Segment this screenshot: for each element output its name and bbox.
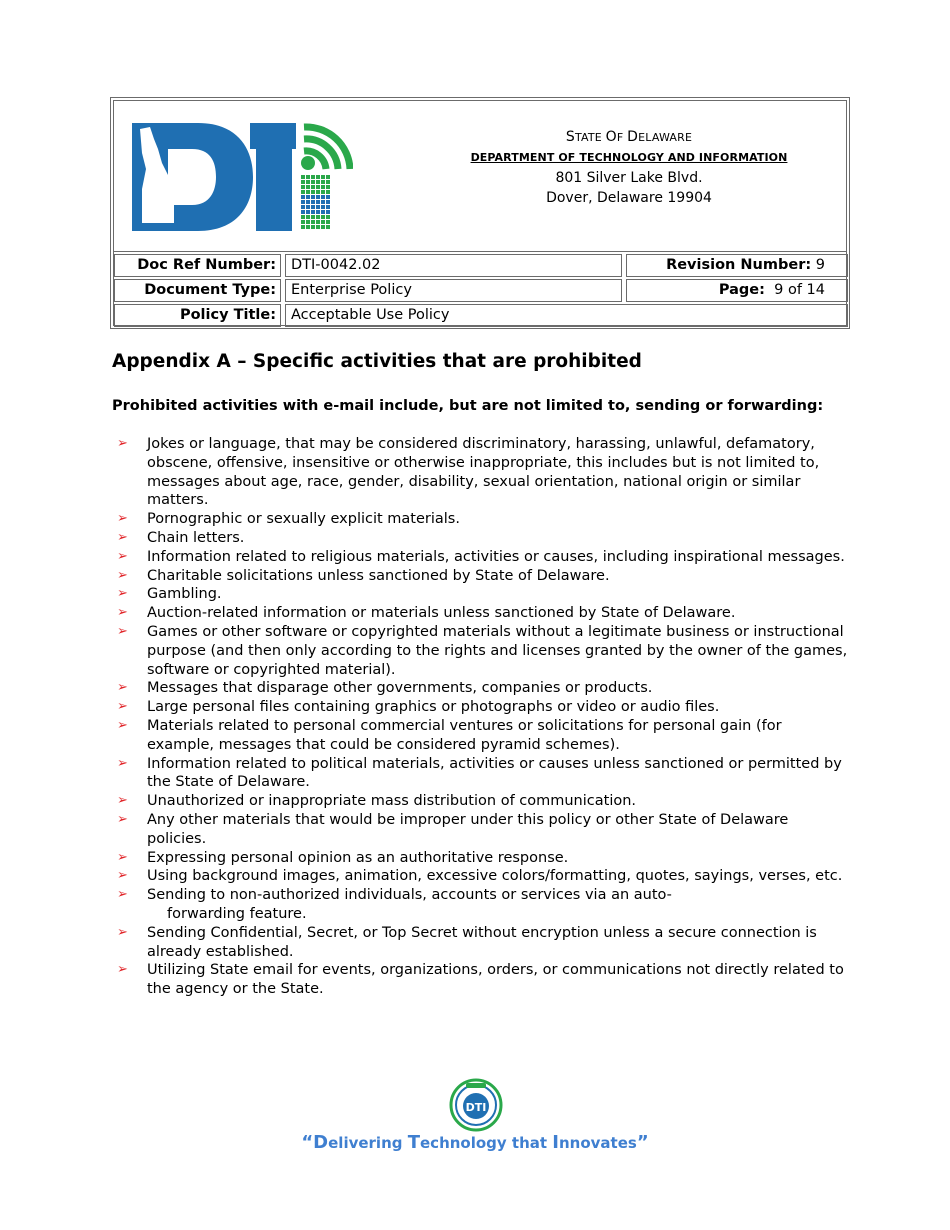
arrow-bullet-icon: ➢ xyxy=(117,717,128,733)
doc-type-label: Document Type: xyxy=(114,279,281,302)
list-item-continuation: forwarding feature. xyxy=(167,905,307,922)
revision-label: Revision Number: xyxy=(666,257,812,273)
section-title: Appendix A – Specific activities that are prohibited xyxy=(112,351,642,372)
list-item: ➢ Expressing personal opinion as an authoritative response. xyxy=(117,849,569,866)
list-item: ➢ Information related to political materials, activities or causes unless sanctioned or permitted by the State of Delaware. xyxy=(117,755,842,791)
arrow-bullet-icon: ➢ xyxy=(117,567,128,583)
list-item: ➢ Games or other software or copyrighted materials without a legitimate business or instructional purpose (and then only according to the rights and licenses granted by the owner of the games, software or copyrighted material). xyxy=(117,623,848,678)
arrow-bullet-icon: ➢ xyxy=(117,529,128,545)
doc-ref-value: DTI-0042.02 xyxy=(285,254,622,277)
list-item: ➢ Chain letters. xyxy=(117,529,245,546)
page-label: Page: xyxy=(718,282,765,298)
policy-title-value: Acceptable Use Policy xyxy=(285,304,848,327)
list-item: ➢ Sending to non-authorized individuals, accounts or services via an auto- forwarding feature. xyxy=(117,887,672,922)
list-item: ➢ Materials related to personal commercial ventures or solicitations for personal gain (for example, messages that could be considered pyramid schemes). xyxy=(117,717,782,753)
arrow-bullet-icon: ➢ xyxy=(117,586,128,602)
doc-ref-label: Doc Ref Number: xyxy=(114,254,281,277)
arrow-bullet-icon: ➢ xyxy=(117,548,128,564)
arrow-bullet-icon: ➢ xyxy=(117,680,128,696)
revision-value: 9 xyxy=(815,257,825,273)
list-item: ➢ Utilizing State email for events, organizations, orders, or communications not directly related to the agency or the State. xyxy=(117,962,844,998)
arrow-bullet-icon: ➢ xyxy=(117,793,128,809)
arrow-bullet-icon: ➢ xyxy=(117,605,128,621)
arrow-bullet-icon: ➢ xyxy=(117,623,128,639)
list-item: ➢ Jokes or language, that may be considered discriminatory, harassing, unlawful, defamatory, obscene, offensive, insensitive or otherwise inappropriate, this includes but is not limited to, messages about age, race, gender, disability, sexual orientation, national origin or similar matters. xyxy=(117,436,820,509)
list-item: ➢ Any other materials that would be improper under this policy or other State of Delaware policies. xyxy=(117,811,789,847)
svg-text:DTI: DTI xyxy=(465,1101,487,1114)
arrow-bullet-icon: ➢ xyxy=(117,811,128,827)
list-item: ➢ Large personal files containing graphics or photographs or video or audio files. xyxy=(117,699,720,716)
page-value: 9 of 14 xyxy=(774,282,825,298)
list-item: ➢ Auction-related information or materials unless sanctioned by State of Delaware. xyxy=(117,605,736,622)
footer-tagline: “Delivering Technology that Innovates” xyxy=(301,1132,649,1153)
address-line-2: Dover, Delaware 19904 xyxy=(546,190,712,206)
organization-block xyxy=(444,127,814,208)
list-item: ➢ Messages that disparage other governments, companies or products. xyxy=(117,680,653,697)
department-name: DEPARTMENT OF TECHNOLOGY AND INFORMATION xyxy=(470,151,788,164)
doc-type-value: Enterprise Policy xyxy=(285,279,622,302)
arrow-bullet-icon: ➢ xyxy=(117,924,128,940)
state-name: STATE OF DELAWARE xyxy=(565,129,693,145)
revision-cell xyxy=(626,254,848,277)
header-logo-cell xyxy=(114,101,846,252)
policy-title-label: Policy Title: xyxy=(114,304,281,327)
prohibited-list xyxy=(112,435,852,999)
list-item: ➢ Pornographic or sexually explicit materials. xyxy=(117,511,460,528)
list-item: ➢ Information related to religious materials, activities or causes, including inspirational messages. xyxy=(117,548,845,565)
list-item: ➢ Charitable solicitations unless sanctioned by State of Delaware. xyxy=(117,567,610,584)
arrow-bullet-icon: ➢ xyxy=(117,849,128,865)
arrow-bullet-icon: ➢ xyxy=(117,511,128,527)
arrow-bullet-icon: ➢ xyxy=(117,755,128,771)
intro-text: Prohibited activities with e-mail include, but are not limited to, sending or forwarding: xyxy=(112,398,824,414)
list-item: ➢ Gambling. xyxy=(117,586,222,603)
arrow-bullet-icon: ➢ xyxy=(117,887,128,903)
list-item: ➢ Sending Confidential, Secret, or Top Secret without encryption unless a secure connection is already established. xyxy=(117,924,817,960)
address-line-1: 801 Silver Lake Blvd. xyxy=(555,170,703,186)
arrow-bullet-icon: ➢ xyxy=(117,962,128,978)
document-header xyxy=(110,97,850,329)
dti-seal-icon xyxy=(449,1078,503,1132)
arrow-bullet-icon: ➢ xyxy=(117,868,128,884)
arrow-bullet-icon: ➢ xyxy=(117,699,128,715)
dti-logo xyxy=(128,119,353,234)
list-item: ➢ Using background images, animation, excessive colors/formatting, quotes, sayings, verses, etc. xyxy=(117,868,843,885)
arrow-bullet-icon: ➢ xyxy=(117,436,128,451)
list-item: ➢ Unauthorized or inappropriate mass distribution of communication. xyxy=(117,793,637,810)
page-cell xyxy=(626,279,848,302)
